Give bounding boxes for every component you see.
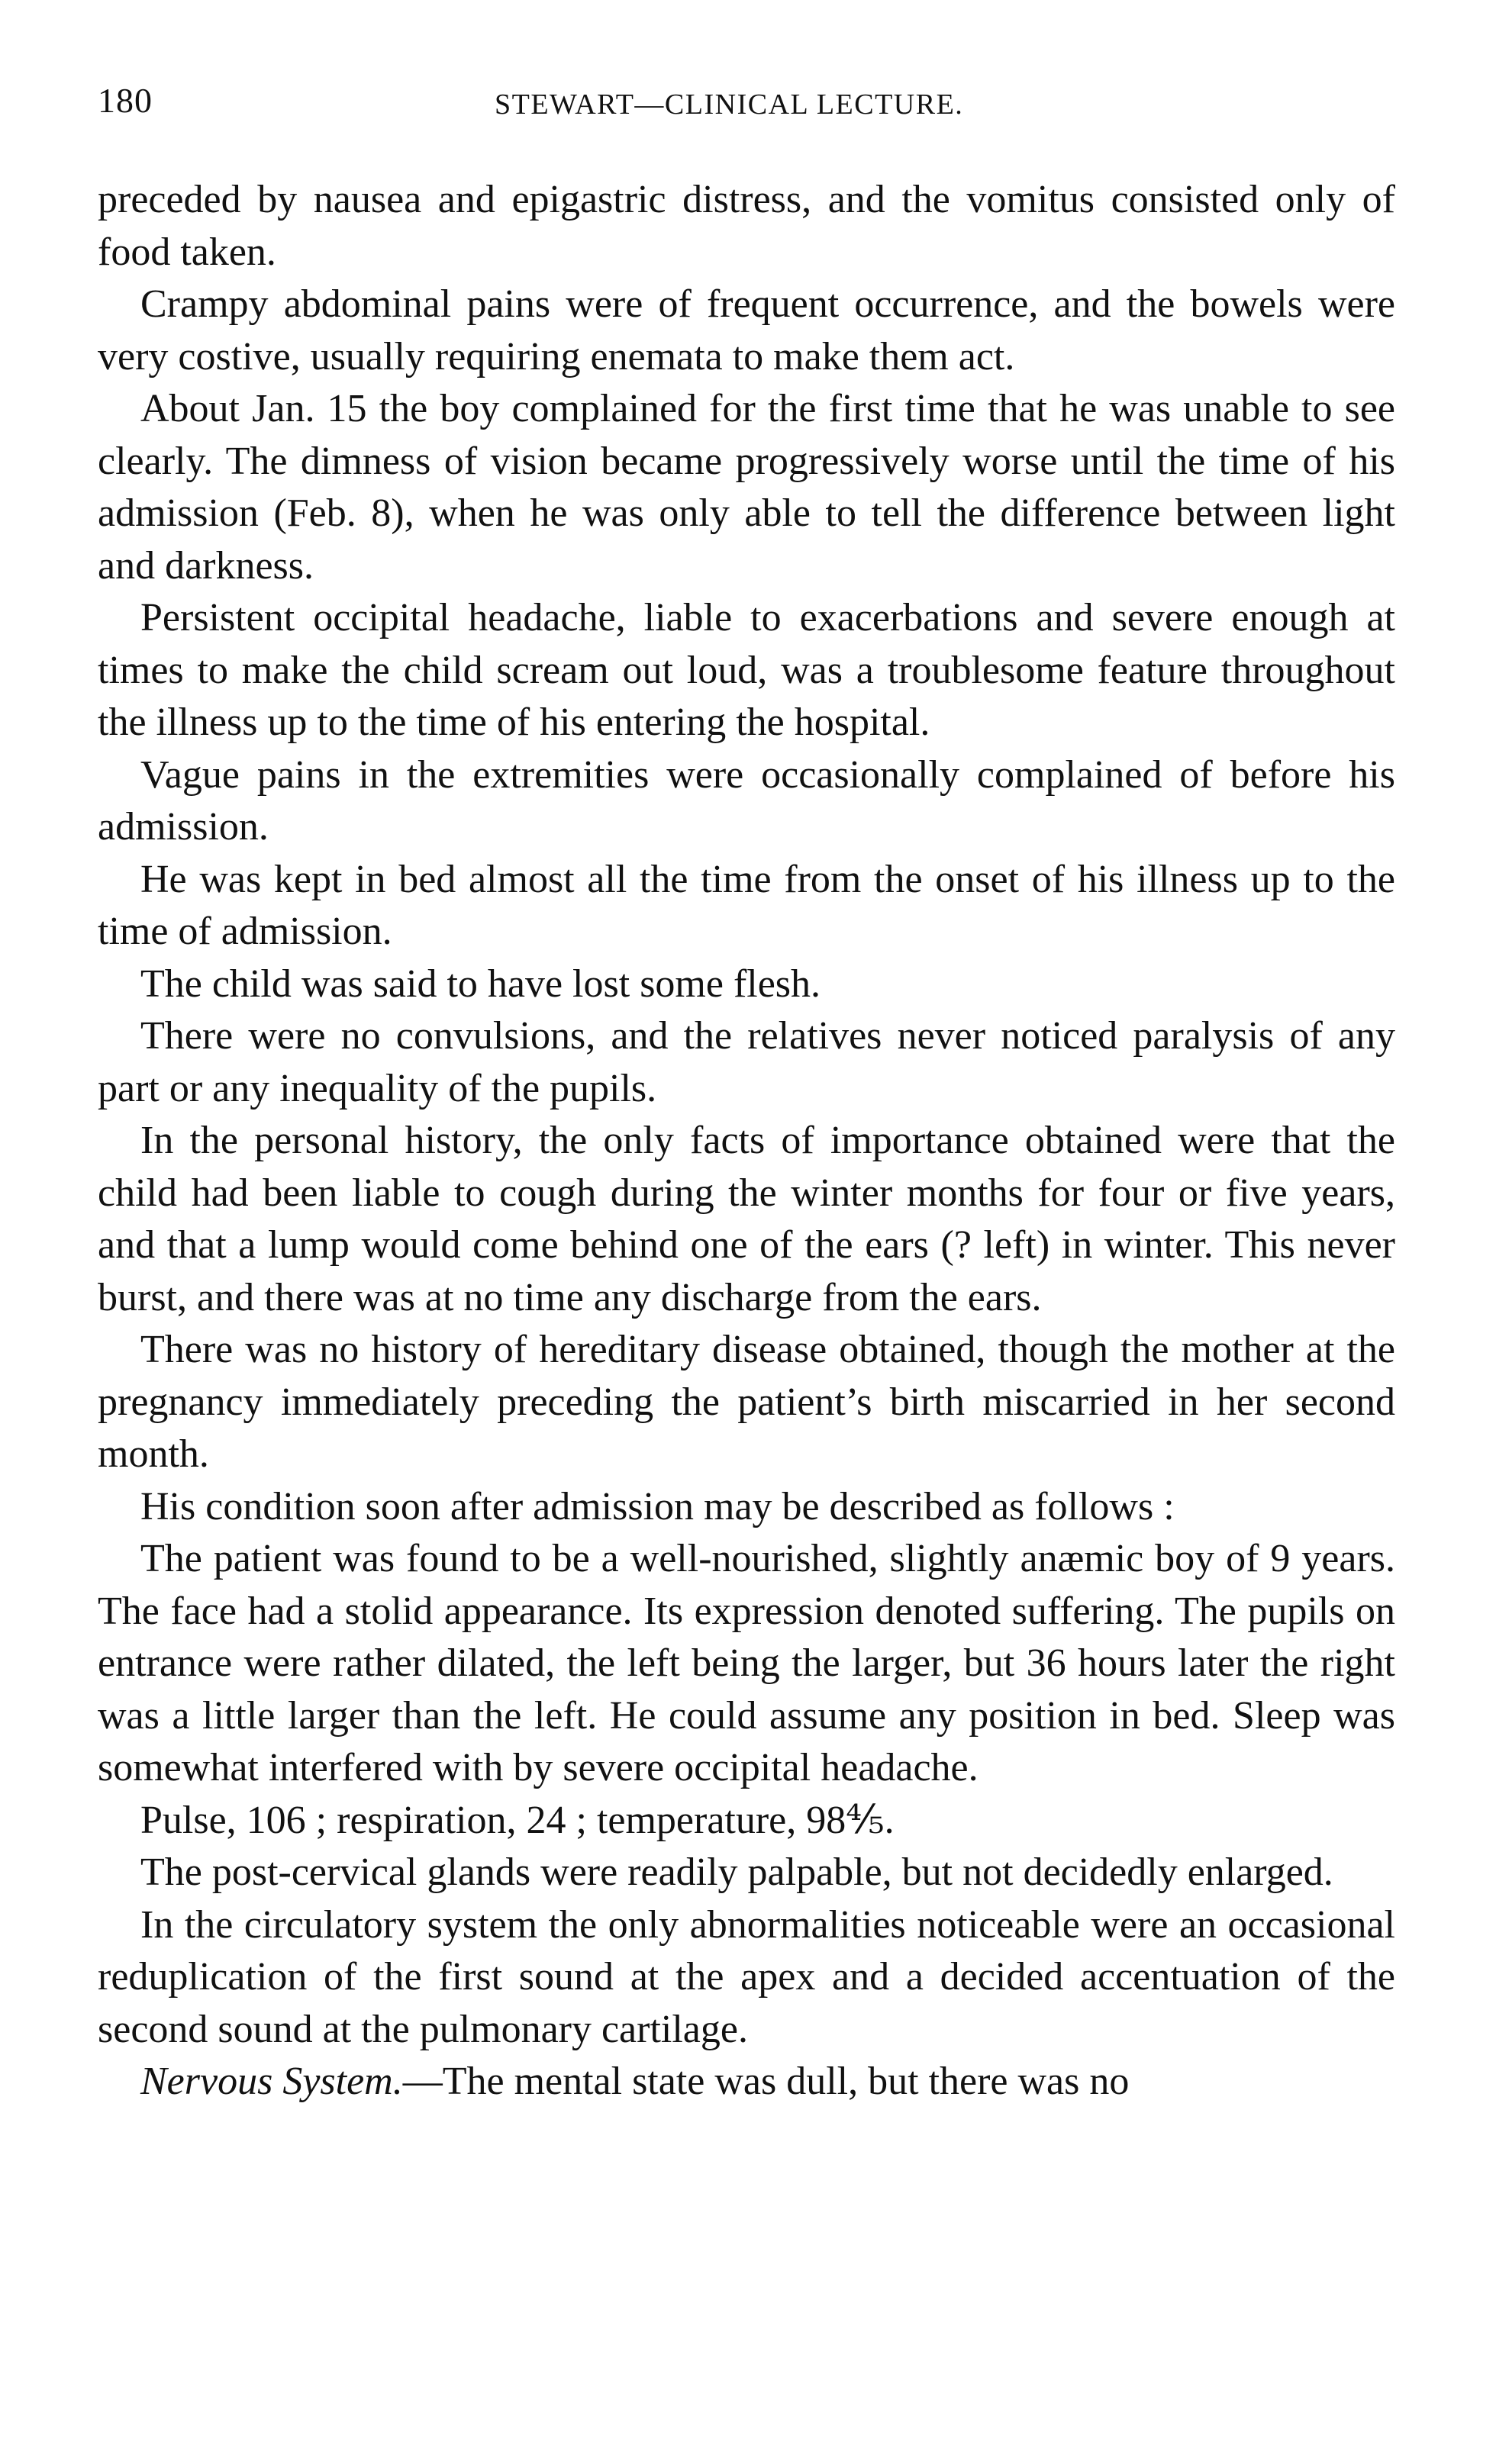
paragraph: Pulse, 106 ; respiration, 24 ; temperature, 98⅘. [140, 1798, 895, 1842]
paragraph: Persistent occipital headache, liable to exacerbations and severe enough at times to make the child scream out loud, was a troublesome feature throughout the illness up to the time of his entering the hospital. [98, 596, 1395, 744]
paragraph: Crampy abdominal pains were of frequent occurrence, and the bowels were very costive, usually requiring enemata to make them act. [98, 282, 1395, 378]
page-number: 180 [98, 81, 153, 120]
paragraph: The child was said to have lost some flesh. [140, 961, 821, 1006]
paragraph: There were no convulsions, and the relatives never noticed paralysis of any part or any inequality of the pupils. [98, 1014, 1395, 1110]
paragraph: In the circulatory system the only abnormalities noticeable were an occasional reduplication of the first sound at the apex and a decided accentuation of the second sound at the pulmonary cartilage. [98, 1902, 1395, 2051]
paragraph: preceded by nausea and epigastric distress, and the vomitus consisted only of food taken. [98, 178, 1395, 274]
body-text [98, 174, 1395, 2108]
paragraph: The patient was found to be a well-nourished, slightly anæmic boy of 9 years. The face had a stolid appearance. Its expression denoted suffering. The pupils on entrance were rather dilated, the left being the larger, but 36 hours later the right was a little larger than the left. He could assume any position in bed. Sleep was somewhat interfered with by severe occipital headache. [98, 1537, 1395, 1789]
paragraph: There was no history of hereditary disease obtained, though the mother at the pregnancy immediately preceding the patient’s birth miscarried in her second month. [98, 1328, 1395, 1476]
running-title: STEWART—CLINICAL LECTURE. [495, 89, 964, 121]
paragraph: His condition soon after admission may be described as follows : [140, 1484, 1175, 1528]
paragraph-nervous-system [98, 2056, 1395, 2108]
paragraph: Vague pains in the extremities were occasionally complained of before his admission. [98, 752, 1395, 849]
paragraph: The post-cervical glands were readily palpable, but not decidedly enlarged. [140, 1850, 1333, 1894]
running-head [98, 80, 1398, 134]
paragraph: In the personal history, the only facts of importance obtained were that the child had been liable to cough during the winter months for four or five years, and that a lump would come behind one of the ears (? left) in winter. This never burst, and there was at no time any discharge from the ears. [98, 1119, 1395, 1319]
section-lead: Nervous System. [140, 2060, 403, 2103]
paragraph: He was kept in bed almost all the time from the onset of his illness up to the time of admission. [98, 857, 1395, 953]
paragraph: About Jan. 15 the boy complained for the first time that he was unable to see clearly. The dimness of vision became progressively worse until the time of his admission (Feb. 8), when he was only able to tell the difference between light and darkness. [98, 387, 1395, 588]
section-text: —The mental state was dull, but there was no [402, 2060, 1130, 2103]
